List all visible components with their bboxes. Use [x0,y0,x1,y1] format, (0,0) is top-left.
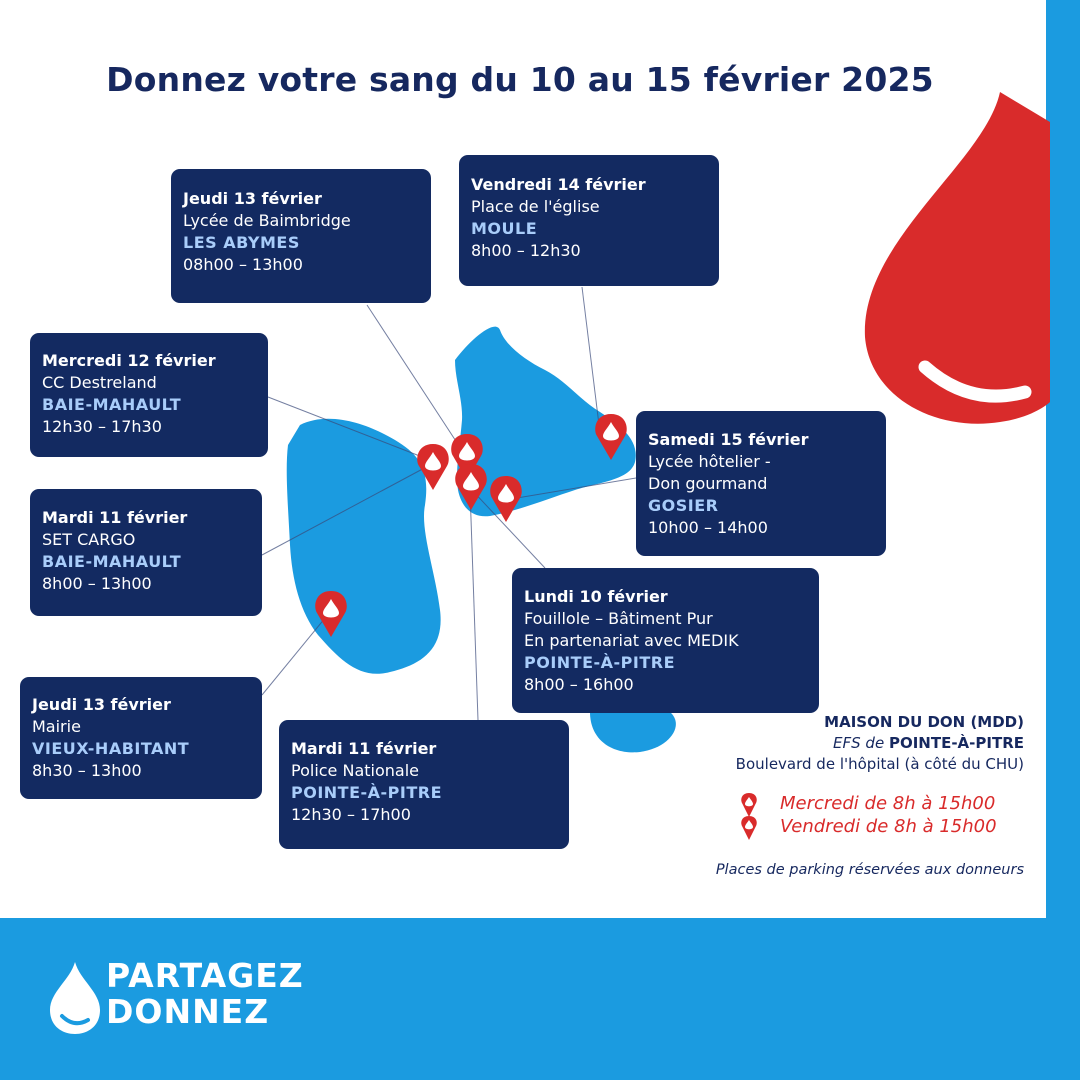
location-pin-icon [738,815,760,841]
mdd-schedule-wednesday [738,792,1038,816]
event-card-destreland [30,333,268,457]
mdd-schedule-friday [738,815,1038,839]
event-place: Lycée de Baimbridge [183,211,351,230]
logo-line1: PARTAGEZ [106,956,304,995]
event-card-police-nationale [279,720,569,849]
event-place-line2: Don gourmand [648,474,768,493]
event-day: Mardi 11 février [42,508,188,527]
event-place: SET CARGO [42,530,136,549]
event-city: POINTE-À-PITRE [291,783,443,802]
event-day: Mardi 11 février [291,739,437,758]
mdd-info [736,712,1024,775]
event-card-set-cargo [30,489,262,616]
event-place: Fouillole – Bâtiment Pur [524,609,713,628]
event-card-moule [459,155,719,286]
event-place-line2: En partenariat avec MEDIK [524,631,739,650]
mdd-efs-city: POINTE-À-PITRE [888,734,1024,752]
mdd-name: MAISON DU DON (MDD) [824,713,1024,731]
schedule-text: Mercredi de 8h à 15h00 [780,793,996,814]
event-city: MOULE [471,219,538,238]
event-hours: 12h30 – 17h00 [291,805,411,824]
event-city: GOSIER [648,496,719,515]
event-city: VIEUX-HABITANT [32,739,190,758]
schedule-text: Vendredi de 8h à 15h00 [780,816,997,837]
event-card-vieux-habitant [20,677,262,799]
event-hours: 8h00 – 16h00 [524,675,634,694]
event-day: Jeudi 13 février [183,189,322,208]
event-city: BAIE-MAHAULT [42,395,182,414]
event-day: Samedi 15 février [648,430,809,449]
event-day: Vendredi 14 février [471,175,646,194]
event-place: Place de l'église [471,197,600,216]
event-day: Mercredi 12 février [42,351,216,370]
event-city: POINTE-À-PITRE [524,653,676,672]
logo-line2: DONNEZ [106,992,270,1031]
event-hours: 10h00 – 14h00 [648,518,768,537]
event-hours: 08h00 – 13h00 [183,255,303,274]
mdd-efs-prefix: EFS de [833,734,885,752]
page-title: Donnez votre sang du 10 au 15 février 2025 [106,60,934,99]
mdd-efs [736,733,1024,754]
event-day: Lundi 10 février [524,587,668,606]
event-hours: 8h00 – 13h00 [42,574,152,593]
event-city: BAIE-MAHAULT [42,552,182,571]
event-day: Jeudi 13 février [32,695,171,714]
event-place: Lycée hôtelier - [648,452,771,471]
event-hours: 8h00 – 12h30 [471,241,581,260]
event-card-gosier [636,411,886,556]
event-hours: 8h30 – 13h00 [32,761,142,780]
logo-text [106,958,304,1030]
parking-note: Places de parking réservées aux donneurs [715,862,1024,878]
event-card-les-abymes [171,169,431,303]
event-place: Mairie [32,717,81,736]
event-place: Police Nationale [291,761,419,780]
event-city: LES ABYMES [183,233,300,252]
event-hours: 12h30 – 17h30 [42,417,162,436]
mdd-address: Boulevard de l'hôpital (à côté du CHU) [735,755,1024,773]
event-place: CC Destreland [42,373,157,392]
event-card-fouillole [512,568,819,713]
